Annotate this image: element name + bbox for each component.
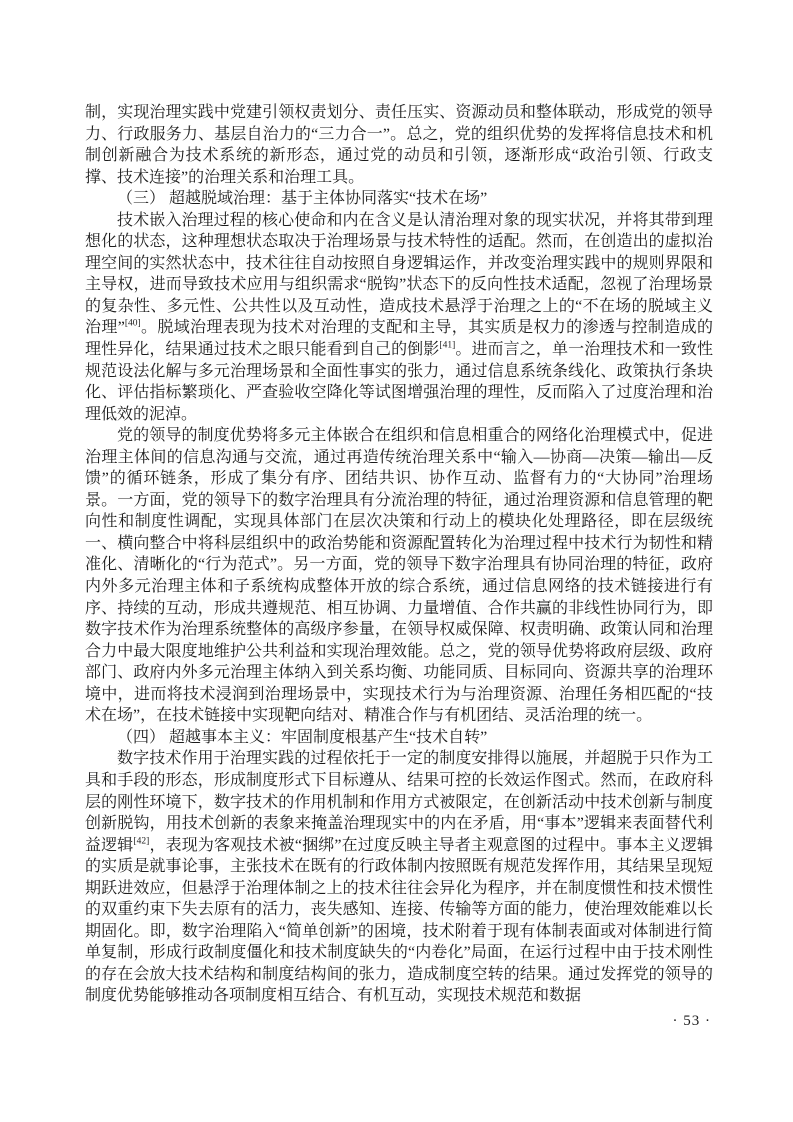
article-body: [85, 102, 713, 1007]
citation-ref: [42]: [133, 836, 150, 847]
page-number: · 53 ·: [672, 1013, 711, 1029]
citation-ref: [41]: [439, 340, 456, 351]
citation-ref: [40]: [124, 319, 141, 330]
paragraph: 技术嵌入治理过程的核心使命和内在含义是认清治理对象的现实状况，并将其带到理想化的状态，这种理想状态取决于治理场景与技术特性的适配。然而，在创造出的虚拟治理空间的实然状态中，技术往往自动按照自身逻辑运作，并改变治理实践中的规则界限和主导权，进而导致技术应用与组织需求“脱钩”状态下的反向性技术适配，忽视了治理场景的复杂性、多元性、公共性以及互动性，造成技术悬浮于治理之上的“不在场的脱域主义治理”[40]。脱域治理表现为技术对治理的支配和主导，其实质是权力的渗透与控制造成的理性异化，结果通过技术之眼只能看到自己的倒影[41]。进而言之，单一治理技术和一致性规范设法化解与多元治理场景和全面性事实的张力，通过信息系统条线化、政策执行条块化、评估指标繁琐化、严查验收空降化等试图增强治理的理性，反而陷入了过度治理和治理低效的泥淖。: [85, 211, 713, 423]
paragraph: 制，实现治理实践中党建引领权责划分、责任压实、资源动员和整体联动，形成党的领导力、行政服务力、基层自治力的“三力合一”。总之，党的组织优势的发挥将信息技术和机制创新融合为技术系统的新形态，通过党的动员和引领，逐渐形成“政治引领、行政支撑、技术连接”的治理关系和治理工具。: [85, 104, 713, 186]
section-heading: （四） 超越事本主义：牢固制度根基产生“技术自转”: [117, 728, 488, 746]
section-heading: （三） 超越脱域治理：基于主体协同落实“技术在场”: [117, 190, 488, 208]
paragraph: 数字技术作用于治理实践的过程依托于一定的制度安排得以施展，并超脱于只作为工具和手段的形态，形成制度形式下目标遵从、结果可控的长效运作图式。然而，在政府科层的刚性环境下，数字技术的作用机制和作用方式被限定，在创新活动中技术创新与制度创新脱钩，用技术创新的表象来掩盖治理现实中的内在矛盾，用“事本”逻辑来表面替代利益逻辑[42]，表现为客观技术被“捆绑”在过度反映主导者主观意图的过程中。事本主义逻辑的实质是就事论事，主张技术在既有的行政体制内按照既有规范发挥作用，其结果呈现短期跃进效应，但悬浮于治理体制之上的技术往往会异化为程序，并在制度惯性和技术惯性的双重约束下失去原有的活力，丧失感知、连接、传输等方面的能力，使治理效能难以长期固化。即，数字治理陷入“简单创新”的困境，技术附着于现有体制表面或对体制进行简单复制，形成行政制度僵化和技术制度缺失的“内卷化”局面，在运行过程中由于技术刚性的存在会放大技术结构和制度结构间的张力，造成制度空转的结果。通过发挥党的领导的制度优势能够推动各项制度相互结合、有机互动，实现技术规范和数据: [85, 750, 713, 1005]
paragraph: 党的领导的制度优势将多元主体嵌合在组织和信息相重合的网络化治理模式中，促进治理主体间的信息沟通与交流，通过再造传统治理关系中“输入—协商—决策—输出—反馈”的循环链条，形成了集分有序、团结共识、协作互动、监督有力的“大协同”治理场景。一方面，党的领导下的数字治理具有分流治理的特征，通过治理资源和信息管理的靶向性和制度性调配，实现具体部门在层次决策和行动上的模块化处理路径，即在层级统一、横向整合中将科层组织中的政治势能和资源配置转化为治理过程中技术行为韧性和精准化、清晰化的“行为范式”。另一方面，党的领导下数字治理具有协同治理的特征，政府内外多元治理主体和子系统构成整体开放的综合系统，通过信息网络的技术链接进行有序、持续的互动，形成共遵规范、相互协调、力量增值、合作共赢的非线性协同行为，即数字技术作为治理系统整体的高级序参量，在领导权威保障、权责明确、政策认同和治理合力中最大限度地维护公共利益和实现治理效能。总之，党的领导优势将政府层级、政府部门、政府内外多元治理主体纳入到关系均衡、功能同质、目标同向、资源共享的治理环境中，进而将技术浸润到治理场景中，实现技术行为与治理资源、治理任务相匹配的“技术在场”，在技术链接中实现靶向结对、精准合作与有机团结、灵活治理的统一。: [85, 427, 713, 725]
